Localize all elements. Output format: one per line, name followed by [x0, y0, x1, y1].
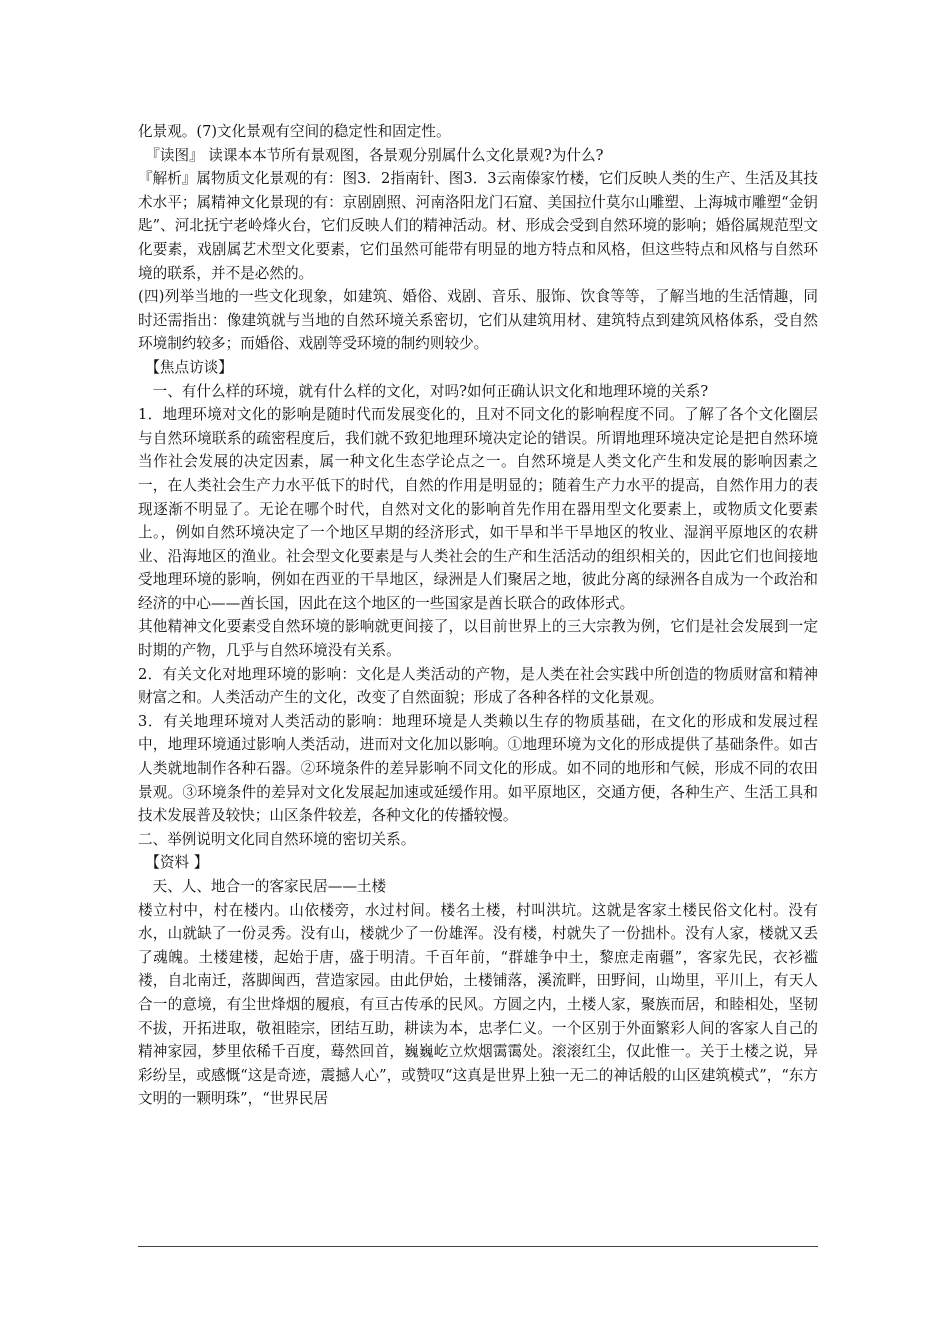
- question-two: 二、举例说明文化同自然环境的密切关系。: [138, 830, 416, 848]
- heading-focus-interview: 【焦点访谈】: [138, 358, 233, 376]
- point-one: 1．地理环境对文化的影响是随时代而发展变化的，且对不同文化的影响程度不同。了解了各个文化圈层与自然环境联系的疏密程度后，我们就不致犯地理环境决定论的错误。所谓地理环境决定论是把自然环境当作社会发展的决定因素，属一种文化生态学论点之一。自然环境是人类文化产生和发展的影响因素之一，在人类社会生产力水平低下的时代，自然的作用是明显的；随着生产力水平的提高，自然作用力的表现逐渐不明显了。无论在哪个时代，自然对文化的影响首先作用在器用型文化要素上，或物质文化要素上。，例如自然环境决定了一个地区早期的经济形式，如干旱和半干旱地区的牧业、湿润平原地区的农耕业、沿海地区的渔业。社会型文化要素是与人类社会的生产和生活活动的组织相关的，因此它们也间接地受地理环境的影响，例如在西亚的干旱地区，绿洲是人们聚居之地，彼此分离的绿洲各自成为一个政治和经济的中心——酋长国，因此在这个地区的一些国家是酋长联合的政体形式。: [138, 406, 818, 612]
- footer-divider: [138, 1246, 818, 1247]
- document-body: [138, 120, 818, 1111]
- paragraph-landscape-stability: 化景观。(7)文化景观有空间的稳定性和固定性。: [138, 123, 451, 140]
- material-title: 天、人、地合一的客家民居——土楼: [138, 878, 387, 895]
- point-three: 3．有关地理环境对人类活动的影响：地理环境是人类赖以生存的物质基础，在文化的形成和发展过程中，地理环境通过影响人类活动，进而对文化加以影响。①地理环境为文化的形成提供了基础条件。如古人类就地制作各种石器。②环境条件的差异影响不同文化的形成。如不同的地形和气候，形成不同的农田景观。③环境条件的差异对文化发展起加速或延缓作用。如平原地区，交通方便，各种生产、生活工具和技术发展普及较快；山区条件较差，各种文化的传播较慢。: [138, 712, 818, 825]
- point-two: 2．有关文化对地理环境的影响：文化是人类活动的产物，是人类在社会实践中所创造的物质财富和精神财富之和。人类活动产生的文化，改变了自然面貌；形成了各种各样的文化景观。: [138, 665, 818, 707]
- paragraph-analysis: 『解析』属物质文化景观的有：图3．2指南针、图3．3云南傣家竹楼，它们反映人类的生产、生活及其技术水平；属精神文化景现的有：京剧剧照、河南洛阳龙门石窟、美国拉什莫尔山雕塑、上海城市雕塑“金钥匙”、河北抚宁老岭烽火台，它们反映人们的精神活动。材、形成会受到自然环境的影响；婚俗属规范型文化要素，戏剧属艺术型文化要素，它们虽然可能带有明显的地方特点和风格，但这些特点和风格与自然环境的联系，并不是必然的。: [138, 170, 818, 282]
- paragraph-local-culture: (四)列举当地的一些文化现象，如建筑、婚俗、戏剧、音乐、服饰、饮食等等，了解当地的生活情趣，同时还需指出：像建筑就与当地的自然环境关系密切，它们从建筑用材、建筑特点到建筑风格体系，受自然环境制约较多；而婚俗、戏剧等受环境的制约则较少。: [138, 288, 818, 353]
- heading-material: 【资料 】: [138, 854, 209, 872]
- paragraph-read-figure: 『读图』 读课本本节所有景观图，各景观分别属什么文化景观?为什么?: [138, 146, 604, 164]
- material-body: 楼立村中，村在楼内。山依楼旁，水过村间。楼名土楼，村叫洪坑。这就是客家土楼民俗文化村。没有水，山就缺了一份灵秀。没有山，楼就少了一份雄浑。没有楼，村就失了一份拙朴。没有人家，楼就又丢了魂魄。土楼建楼，起始于唐，盛于明清。千百年前，“群雄争中土，黎庶走南疆”，客家先民，衣衫褴褛，自北南迁，落脚闽西，营造家园。由此伊始，土楼铺落，溪流畔，田野间，山坳里，平川上，有天人合一的意境，有尘世烽烟的履痕，有亘古传承的民风。方圆之内，土楼人家，聚族而居，和睦相处，坚韧不拔，开拓进取，敬祖睦宗，团结互助，耕读为本，忠孝仁义。一个区别于外面繁彩人间的客家人自己的精神家园，梦里依稀千百度，蓦然回首，巍巍屹立炊烟霭霭处。滚滚红尘，仅此惟一。关于土楼之说，异彩纷呈，或感慨“这是奇迹，震撼人心”，或赞叹“这真是世界上独一无二的神话般的山区建筑模式”，“东方文明的一颗明珠”，“世界民居: [138, 901, 818, 1108]
- point-one-continued: 其他精神文化要素受自然环境的影响就更间接了，以目前世界上的三大宗教为例，它们是社会发展到一定时期的产物，几乎与自然环境没有关系。: [138, 618, 818, 660]
- question-one: 一、有什么样的环境，就有什么样的文化，对吗?如何正确认识文化和地理环境的关系?: [138, 382, 709, 400]
